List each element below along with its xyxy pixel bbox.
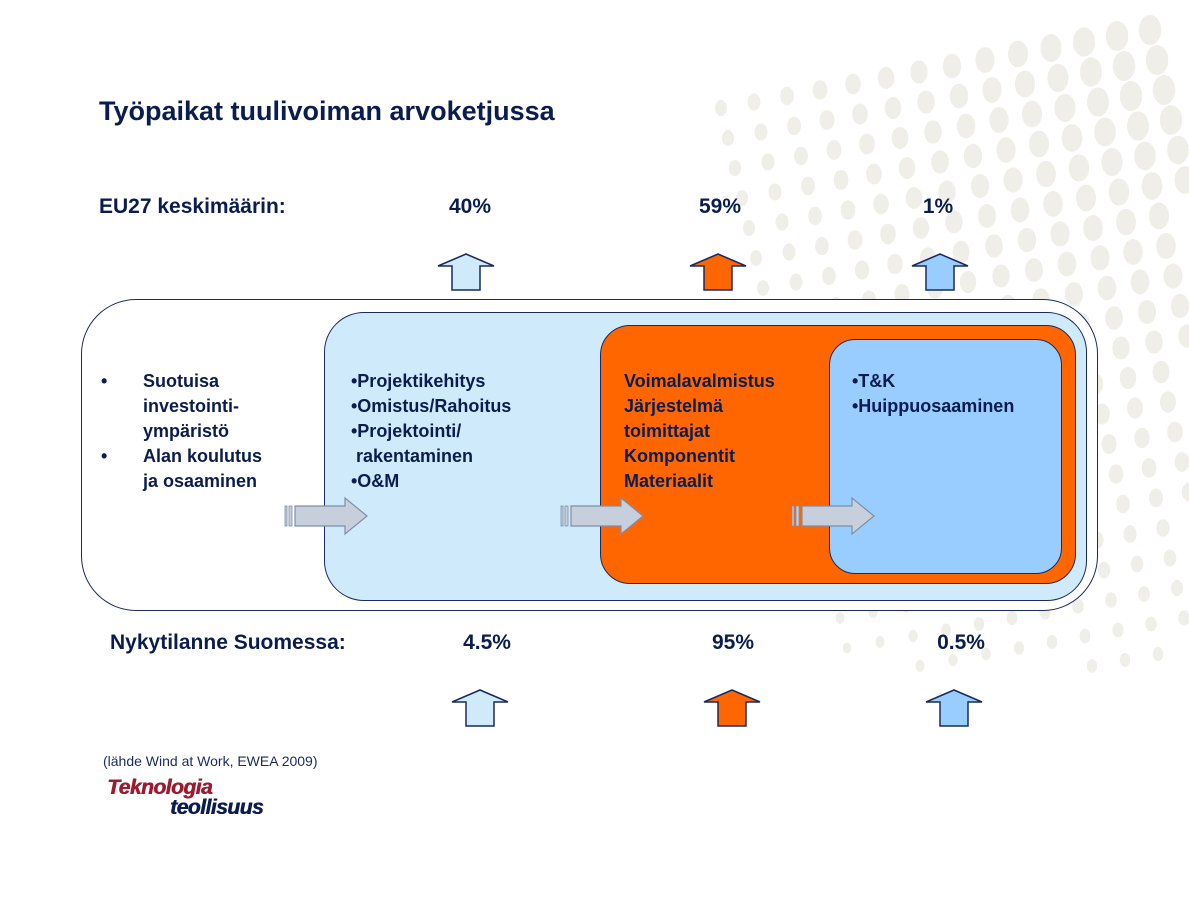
decorative-dot: [1080, 629, 1091, 643]
decorative-dot: [943, 54, 961, 78]
decorative-dot: [1164, 550, 1177, 567]
decorative-dot: [1018, 228, 1036, 252]
decorative-dot: [1011, 198, 1030, 223]
services-item: rakentaminen: [351, 446, 474, 466]
decorative-dot: [1182, 483, 1189, 502]
finland-services-value: 4.5%: [463, 631, 511, 654]
decorative-dot: [820, 110, 835, 130]
decorative-dot: [1025, 258, 1043, 282]
right-arrow-icon: [283, 496, 369, 536]
decorative-dot: [1094, 118, 1115, 147]
decorative-dot: [1098, 562, 1110, 578]
decorative-dot: [729, 160, 741, 176]
decorative-dot: [1167, 136, 1189, 165]
decorative-dot: [787, 117, 801, 135]
decorative-dot: [1098, 276, 1116, 301]
decorative-dot: [1160, 105, 1182, 135]
decorative-dot: [899, 157, 916, 179]
decorative-dot: [827, 140, 842, 160]
decorative-dot: [1058, 252, 1076, 277]
decorative-dot: [880, 224, 895, 245]
decorative-dot: [982, 77, 1001, 103]
decorative-dot: [924, 120, 941, 143]
decorative-dot: [1131, 270, 1150, 295]
decorative-dot: [1047, 64, 1068, 92]
enabler-item: [101, 369, 262, 444]
logo-teollisuus: teollisuus: [170, 796, 264, 819]
services-item: •O&M: [351, 471, 400, 491]
decorative-dot: [836, 612, 845, 624]
up-arrow-light-blue-icon: [436, 252, 496, 292]
bullet-icon: •: [101, 446, 108, 466]
decorative-dot: [916, 660, 925, 672]
decorative-dot: [822, 267, 836, 285]
decorative-dot: [1156, 233, 1176, 259]
decorative-dot: [1116, 209, 1136, 236]
finland-current-label: Nykytilanne Suomessa:: [110, 631, 346, 654]
decorative-dot: [878, 67, 894, 89]
decorative-dot: [1065, 282, 1083, 306]
decorative-dot: [815, 237, 829, 255]
eu27-rnd-value: 1%: [922, 195, 954, 218]
decorative-dot: [783, 243, 796, 260]
decorative-dot: [885, 97, 902, 119]
right-arrow-icon: [790, 496, 876, 536]
decorative-dot: [1022, 101, 1042, 128]
manufacturing-item: Materiaalit: [624, 471, 714, 491]
decorative-dot: [1175, 452, 1189, 472]
decorative-dot: [1123, 239, 1142, 265]
decorative-dot: [1146, 45, 1169, 75]
decorative-dot: [931, 150, 948, 173]
decorative-dot: [755, 123, 768, 140]
decorative-dot: [1142, 172, 1163, 200]
decorative-dot: [1178, 610, 1189, 625]
enablers-list: [101, 369, 262, 494]
eu27-manufacturing-value: 59%: [698, 195, 742, 218]
manufacturing-item: toimittajat: [624, 421, 711, 441]
decorative-dot: [1138, 300, 1156, 324]
decorative-dot: [1145, 616, 1156, 631]
source-note: (lähde Wind at Work, EWEA 2009): [103, 753, 318, 769]
services-item: •Omistus/Rahoitus: [351, 396, 512, 416]
services-list: [351, 369, 511, 494]
decorative-dot: [1149, 489, 1163, 508]
decorative-dot: [1153, 647, 1164, 661]
decorative-dot: [1105, 306, 1123, 330]
decorative-dot: [1036, 161, 1056, 187]
decorative-dot: [794, 147, 808, 166]
decorative-dot: [1116, 495, 1130, 513]
decorative-dot: [1142, 458, 1157, 478]
decorative-dot: [1138, 586, 1150, 602]
up-arrow-blue-icon: [924, 688, 984, 728]
manufacturing-item: Voimalavalmistus: [624, 371, 775, 391]
enabler-text-line: investointi-: [143, 396, 240, 416]
manufacturing-list: [624, 369, 775, 494]
decorative-dot: [1040, 34, 1061, 62]
decorative-dot: [1160, 391, 1176, 412]
decorative-dot: [1091, 245, 1110, 270]
decorative-dot: [845, 74, 861, 95]
decorative-dot: [1171, 580, 1183, 596]
decorative-dot: [1109, 178, 1130, 205]
enabler-item: [101, 444, 262, 494]
decorative-dot: [948, 654, 957, 666]
decorative-dot: [762, 153, 775, 170]
decorative-dot: [1062, 124, 1083, 152]
decorative-dot: [1007, 611, 1018, 625]
decorative-dot: [1113, 51, 1136, 81]
eu27-services-value: 40%: [448, 195, 492, 218]
services-item: •Projektointi/: [351, 421, 462, 441]
decorative-dot: [1076, 185, 1096, 212]
enabler-text-line: Alan koulutus: [143, 446, 263, 466]
bullet-icon: •: [101, 371, 108, 391]
decorative-dot: [843, 643, 851, 654]
decorative-dot: [1051, 221, 1070, 246]
decorative-dot: [1153, 361, 1170, 383]
decorative-dot: [848, 230, 863, 249]
decorative-dot: [950, 84, 968, 109]
eu27-average-label: EU27 keskimäärin:: [99, 195, 286, 218]
rnd-item: •Huippuosaaminen: [852, 396, 1015, 416]
decorative-dot: [876, 636, 885, 648]
decorative-dot: [813, 80, 828, 100]
decorative-dot: [975, 47, 994, 73]
decorative-dot: [1112, 337, 1129, 360]
decorative-dot: [1171, 294, 1189, 318]
decorative-dot: [1105, 592, 1117, 608]
services-item: •Projektikehitys: [351, 371, 486, 391]
manufacturing-item: Komponentit: [624, 446, 735, 466]
decorative-dot: [1054, 94, 1075, 122]
decorative-dot: [1175, 166, 1189, 194]
decorative-dot: [801, 177, 815, 196]
decorative-dot: [1080, 57, 1102, 86]
decorative-dot: [1015, 71, 1035, 98]
decorative-dot: [887, 254, 902, 274]
rnd-item: •T&K: [852, 371, 896, 391]
decorative-dot: [1134, 428, 1149, 448]
decorative-dot: [1120, 367, 1137, 389]
decorative-dot: [992, 264, 1009, 287]
decorative-dot: [913, 217, 929, 239]
up-arrow-light-blue-icon: [450, 688, 510, 728]
manufacturing-item: Järjestelmä: [624, 396, 724, 416]
decorative-dot: [1087, 87, 1109, 116]
decorative-dot: [1101, 148, 1122, 176]
decorative-dot: [1069, 154, 1089, 181]
finland-rnd-value: 0.5%: [937, 631, 985, 654]
up-arrow-orange-icon: [702, 688, 762, 728]
decorative-dot: [1164, 263, 1183, 288]
decorative-dot: [1083, 215, 1103, 241]
decorative-dot: [1149, 203, 1169, 230]
up-arrow-blue-icon: [910, 252, 970, 292]
decorative-dot: [1167, 422, 1182, 443]
enabler-text-line: Suotuisa: [143, 371, 220, 391]
decorative-dot: [1087, 659, 1097, 673]
decorative-dot: [996, 137, 1015, 163]
decorative-dot: [974, 617, 984, 631]
decorative-dot: [834, 170, 849, 190]
decorative-dot: [917, 90, 934, 113]
decorative-dot: [1029, 131, 1049, 158]
decorative-dot: [892, 127, 909, 149]
decorative-dot: [1123, 525, 1136, 543]
decorative-dot: [1073, 27, 1095, 56]
decorative-dot: [790, 273, 803, 290]
decorative-dot: [964, 144, 982, 168]
enabler-text-line: ja osaaminen: [143, 471, 258, 491]
decorative-dot: [1178, 324, 1189, 347]
decorative-dot: [1139, 15, 1162, 45]
decorative-dot: [910, 60, 927, 83]
decorative-dot: [1106, 21, 1129, 51]
logo-teknologia: Teknologia: [107, 776, 213, 799]
decorative-dot: [1008, 41, 1028, 68]
decorative-dot: [1120, 653, 1130, 667]
decorative-dot: [1004, 167, 1023, 192]
decorative-dot: [989, 107, 1008, 133]
decorative-dot: [1145, 330, 1162, 353]
decorative-dot: [757, 280, 769, 296]
decorative-dot: [1156, 519, 1169, 537]
decorative-dot: [748, 93, 761, 110]
rnd-list: [852, 369, 1014, 419]
decorative-dot: [985, 234, 1003, 257]
decorative-dot: [841, 200, 856, 220]
decorative-dot: [1043, 191, 1062, 217]
decorative-dot: [808, 207, 822, 225]
decorative-dot: [743, 220, 755, 236]
decorative-dot: [1153, 75, 1176, 105]
decorative-dot: [866, 164, 882, 185]
decorative-dot: [855, 260, 869, 279]
decorative-dot: [957, 114, 975, 139]
page-title: Työpaikat tuulivoiman arvoketjussa: [99, 96, 555, 126]
finland-manufacturing-value: 95%: [711, 631, 755, 654]
right-arrow-icon: [559, 496, 645, 536]
enabler-text-line: ympäristö: [143, 421, 230, 441]
decorative-dot: [1047, 635, 1058, 649]
decorative-dot: [1112, 623, 1123, 638]
decorative-dot: [1131, 556, 1144, 573]
decorative-dot: [1134, 142, 1155, 171]
decorative-dot: [722, 130, 734, 146]
decorative-dot: [750, 250, 762, 266]
decorative-dot: [715, 100, 727, 116]
decorative-dot: [1120, 81, 1143, 111]
decorative-dot: [1127, 111, 1149, 140]
decorative-dot: [1101, 434, 1116, 454]
decorative-dot: [780, 87, 794, 105]
decorative-dot: [859, 134, 875, 155]
decorative-dot: [1109, 464, 1123, 483]
up-arrow-orange-icon: [688, 252, 748, 292]
decorative-dot: [1127, 397, 1143, 418]
decorative-dot: [852, 104, 868, 125]
